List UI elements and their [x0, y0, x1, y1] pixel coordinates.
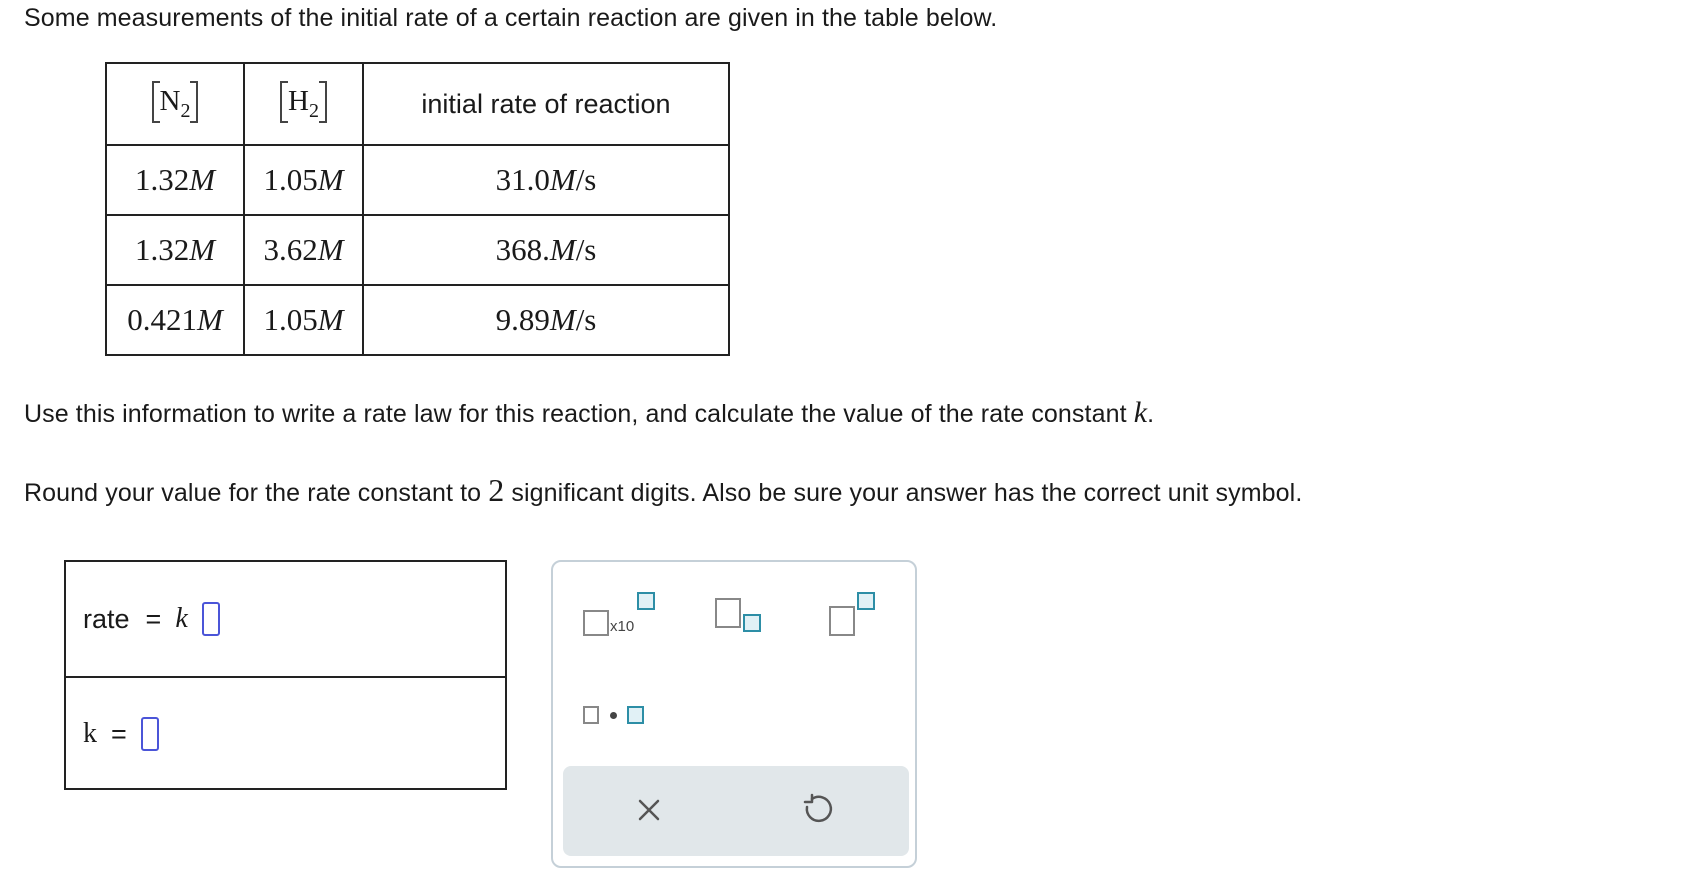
rate-law-input[interactable]	[202, 602, 220, 636]
instruction-rate-law: Use this information to write a rate law for this reaction, and calculate the value of the rate constant k.	[24, 396, 1155, 429]
table-row	[106, 145, 729, 215]
answer-panel	[64, 560, 507, 790]
multiply-dot-icon[interactable]	[583, 700, 653, 730]
k-value-input[interactable]	[141, 717, 159, 751]
scientific-notation-icon[interactable]: x10	[583, 592, 673, 642]
header-n2: N 2	[106, 63, 244, 145]
cell-n2: 0.421M	[106, 285, 244, 355]
table-header-row	[106, 63, 729, 145]
table-row	[106, 215, 729, 285]
superscript-icon[interactable]	[829, 592, 889, 642]
cell-h2: 1.05M	[244, 285, 363, 355]
equals-sign: =	[145, 603, 162, 634]
table-row	[106, 285, 729, 355]
cell-rate: 31.0M/s	[363, 145, 729, 215]
k-label: k	[83, 718, 97, 749]
cell-n2: 1.32M	[106, 215, 244, 285]
header-initial-rate: initial rate of reaction	[363, 63, 729, 145]
equals-sign: =	[111, 718, 127, 749]
cell-n2: 1.32M	[106, 145, 244, 215]
cell-rate: 368.M/s	[363, 215, 729, 285]
undo-icon[interactable]	[795, 788, 839, 832]
rate-law-row	[66, 562, 505, 676]
k-variable: k	[175, 603, 188, 634]
subscript-icon[interactable]	[715, 592, 775, 642]
cell-h2: 1.05M	[244, 145, 363, 215]
cell-h2: 3.62M	[244, 215, 363, 285]
rate-label: rate	[83, 603, 130, 634]
clear-x-icon[interactable]	[627, 788, 671, 832]
header-h2: H 2	[244, 63, 363, 145]
cell-rate: 9.89M/s	[363, 285, 729, 355]
instruction-sig-figs: Round your value for the rate constant to 2 significant digits. Also be sure your answer has the correct unit symbol.	[24, 472, 1303, 508]
k-value-row	[66, 676, 505, 790]
measurements-table	[105, 62, 730, 356]
intro-text: Some measurements of the initial rate of a certain reaction are given in the table below.	[24, 4, 998, 32]
tool-action-bar	[563, 766, 909, 856]
math-tool-panel	[551, 560, 917, 868]
